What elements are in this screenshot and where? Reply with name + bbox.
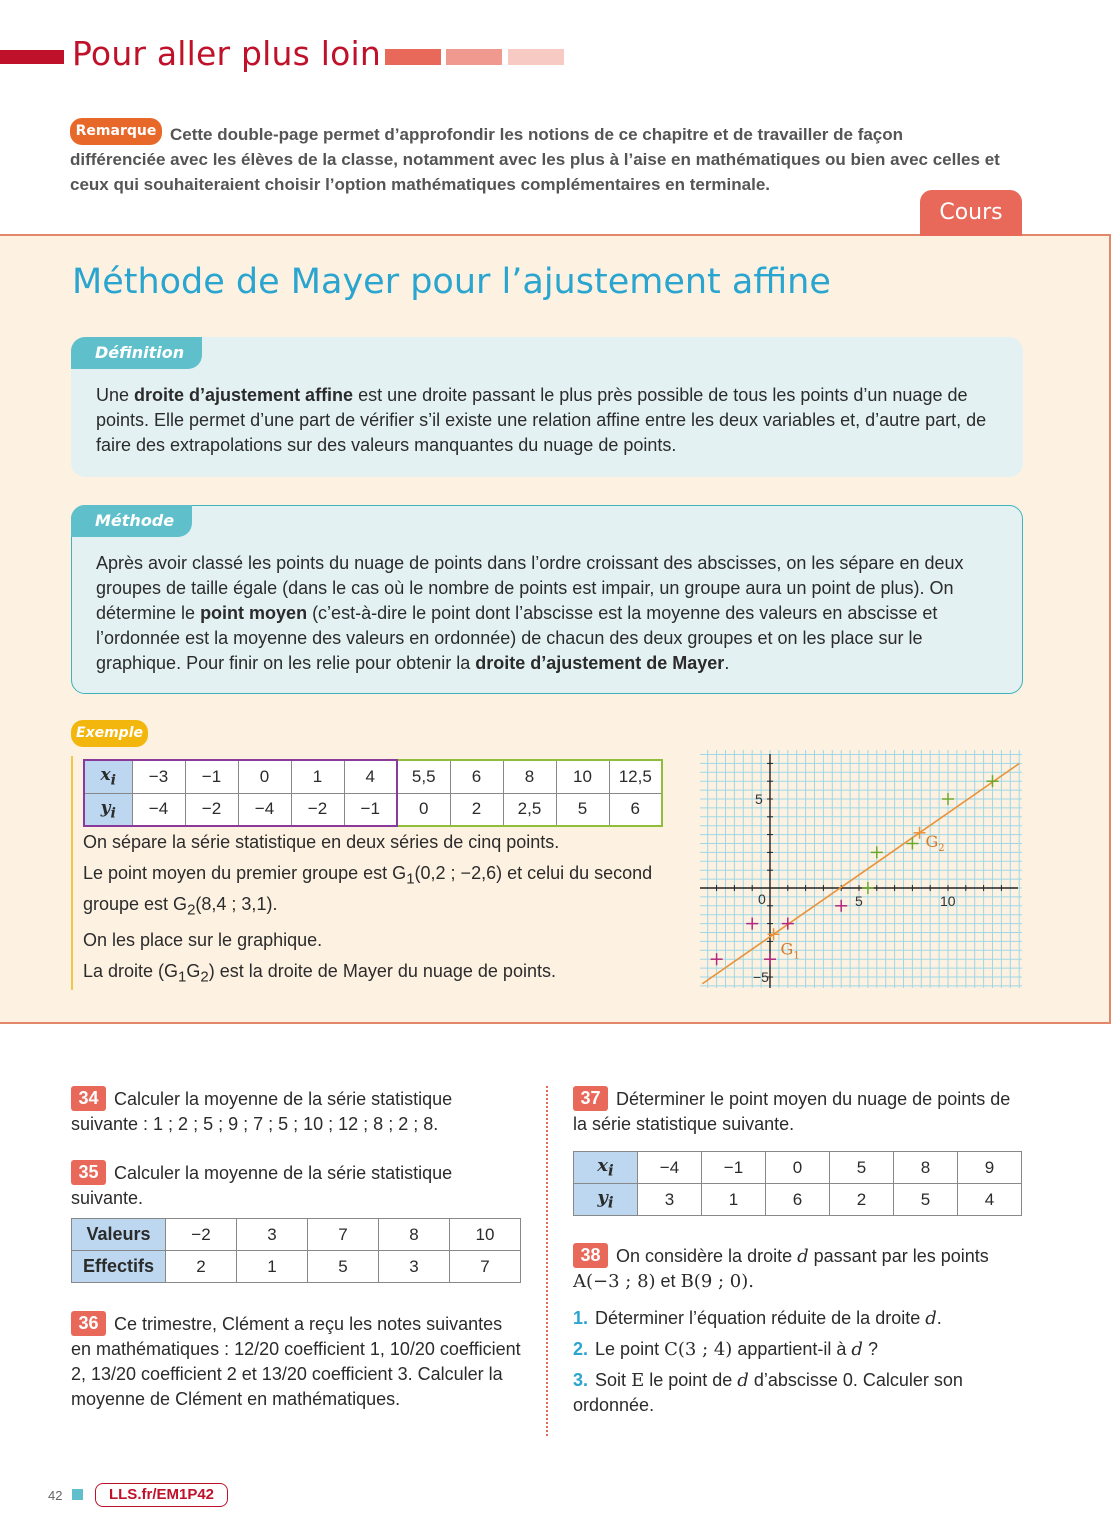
exemple-table	[83, 759, 663, 827]
cell: 4	[344, 760, 397, 793]
exercise-38-q1: 1. Déterminer l’équation réduite de la droite d.	[573, 1308, 942, 1329]
mayer-graph	[700, 750, 1022, 988]
exercise-35-table	[71, 1218, 521, 1283]
cell: 3	[638, 1184, 702, 1216]
g2-label: $G_2$	[925, 831, 945, 854]
x-head: $x_i$	[574, 1152, 638, 1184]
exercise-number: 36	[71, 1311, 106, 1336]
cell: 0	[766, 1152, 830, 1184]
y-head: $y_i$	[84, 793, 132, 826]
exercise-number: 34	[71, 1086, 106, 1111]
methode-label: Méthode	[71, 505, 192, 537]
cell: 4	[958, 1184, 1022, 1216]
definition-term: droite d’ajustement affine	[134, 385, 354, 405]
cell: 8	[503, 760, 556, 793]
remarque-text: Cette double-page permet d’approfondir les notions de ce chapitre et de travailler de façon différenciée avec les élèves de la classe, notamment avec les plus à l’aise en mathématiques ou bien avec celles et ceux qui souhaiteraient choisir l’option mathématiques complémentaires en terminale.	[70, 125, 1000, 194]
exercise-36: 36 Ce trimestre, Clément a reçu les notes suivantes en mathématiques : 12/20 coefficient 1, 10/20 coefficient 2, 13/20 coefficient 2 et 13/20 coefficient 3. Calculer la moyenne de Clément en mathématiques.	[71, 1313, 521, 1409]
cours-title: Méthode de Mayer pour l’ajustement affine	[72, 262, 831, 302]
cell: 2	[166, 1251, 237, 1283]
exercise-35: 35 Calculer la moyenne de la série statistique suivante.	[71, 1162, 453, 1208]
page-title: Pour aller plus loin	[72, 34, 381, 73]
cell: 1	[237, 1251, 308, 1283]
cell: 6	[609, 793, 662, 826]
footer-square	[72, 1489, 83, 1500]
exercise-number: 38	[573, 1243, 608, 1268]
cell: 3	[379, 1251, 450, 1283]
remarque-badge: Remarque	[70, 118, 162, 145]
cell: 10	[556, 760, 609, 793]
cell: 5,5	[397, 760, 450, 793]
tick-y-5: 5	[755, 791, 763, 807]
exercise-38-q2: 2. Le point C(3 ; 4) appartient-il à d ?	[573, 1339, 878, 1360]
cell: 2	[830, 1184, 894, 1216]
exercise-38-intro: 38 On considère la droite d passant par les points A(−3 ; 8) et B(9 ; 0).	[573, 1245, 989, 1292]
exercise-37: 37 Déterminer le point moyen du nuage de points de la série statistique suivante.	[573, 1088, 1011, 1134]
cell: −1	[344, 793, 397, 826]
row-head: Effectifs	[72, 1251, 166, 1283]
cell: 0	[397, 793, 450, 826]
cell: −2	[166, 1219, 237, 1251]
page-number: 42	[48, 1488, 63, 1503]
cell: 5	[556, 793, 609, 826]
header-block-1	[385, 49, 441, 65]
cell: −4	[638, 1152, 702, 1184]
exemple-line-3: On les place sur le graphique.	[83, 930, 323, 951]
header-accent-bar	[0, 50, 64, 64]
column-separator	[546, 1086, 548, 1436]
cell: 12,5	[609, 760, 662, 793]
header-block-3	[508, 49, 564, 65]
tick-y-minus-5: −5	[753, 969, 769, 985]
x-head: $x_i$	[84, 760, 132, 793]
cell: 1	[702, 1184, 766, 1216]
cell: 5	[308, 1251, 379, 1283]
cell: 0	[238, 760, 291, 793]
exercise-37-table	[573, 1151, 1022, 1216]
cell: 2	[450, 793, 503, 826]
cell: 8	[379, 1219, 450, 1251]
footer-link[interactable]: LLS.fr/EM1P42	[95, 1483, 228, 1507]
cell: 5	[894, 1184, 958, 1216]
definition-box	[71, 337, 1023, 477]
cell: −3	[132, 760, 185, 793]
exemple-line-4: La droite $(G_1G_2)$ est la droite de Mayer du nuage de points.	[83, 961, 556, 986]
cell: 3	[237, 1219, 308, 1251]
exemple-badge: Exemple	[71, 720, 148, 747]
exemple-line-1: On sépare la série statistique en deux séries de cinq points.	[83, 832, 560, 852]
tick-x-5: 5	[855, 893, 863, 909]
cell: 5	[830, 1152, 894, 1184]
cell: −4	[238, 793, 291, 826]
exemple-text	[83, 830, 653, 990]
exercise-38	[573, 1243, 1023, 1418]
definition-label: Définition	[71, 337, 202, 369]
tick-x-10: 10	[940, 893, 956, 909]
exemple-rule	[71, 756, 73, 990]
cell: −2	[185, 793, 238, 826]
row-head: Valeurs	[72, 1219, 166, 1251]
methode-text: Après avoir classé les points du nuage de points dans l’ordre croissant des abscisses, on les sépare en deux groupes de taille égale (dans le cas où le nombre de points est impair, un groupe aura un point de plus). On détermine le point moyen (c’est-à-dire le point dont l’abscisse est la moyenne des valeurs en abscisse et l’ordonnée est la moyenne des valeurs en ordonnée) de chacun des deux groupes et on les place sur le graphique. Pour finir on les relie pour obtenir la droite d’ajustement de Mayer.	[96, 553, 964, 673]
definition-text: Une droite d’ajustement affine est une droite passant le plus près possible de tous les points d’un nuage de points. Elle permet d’une part de vérifier s’il existe une relation affine entre les deux variables et, d’autre part, de faire des extrapolations sur des valeurs manquantes du nuage de points.	[96, 385, 987, 455]
cell: −1	[702, 1152, 766, 1184]
exercise-38-q3: 3. Soit E le point de d d’abscisse 0. Calculer son ordonnée.	[573, 1370, 963, 1415]
header-block-2	[446, 49, 502, 65]
cell: 8	[894, 1152, 958, 1184]
cell: −2	[291, 793, 344, 826]
cell: −1	[185, 760, 238, 793]
tick-0: 0	[758, 891, 766, 907]
g1-label: $G_1$	[780, 939, 800, 962]
cours-tab: Cours	[920, 190, 1022, 236]
cell: 10	[450, 1219, 521, 1251]
exercise-number: 35	[71, 1160, 106, 1185]
cell: 7	[308, 1219, 379, 1251]
cell: 7	[450, 1251, 521, 1283]
exercise-number: 37	[573, 1086, 608, 1111]
cell: 2,5	[503, 793, 556, 826]
exemple-line-2: Le point moyen du premier groupe est $G_1(0,2$ ; −2,6) et celui du second groupe est $G_2(8,4$ ; 3,1).	[83, 863, 653, 919]
methode-box	[71, 505, 1023, 694]
exercise-34: 34 Calculer la moyenne de la série statistique suivante : 1 ; 2 ; 5 ; 9 ; 7 ; 5 ; 10 ; 12 ; 8 ; 2 ; 8.	[71, 1088, 453, 1134]
cell: 6	[450, 760, 503, 793]
y-head: $y_i$	[574, 1184, 638, 1216]
cell: 6	[766, 1184, 830, 1216]
cell: 1	[291, 760, 344, 793]
cell: −4	[132, 793, 185, 826]
cell: 9	[958, 1152, 1022, 1184]
